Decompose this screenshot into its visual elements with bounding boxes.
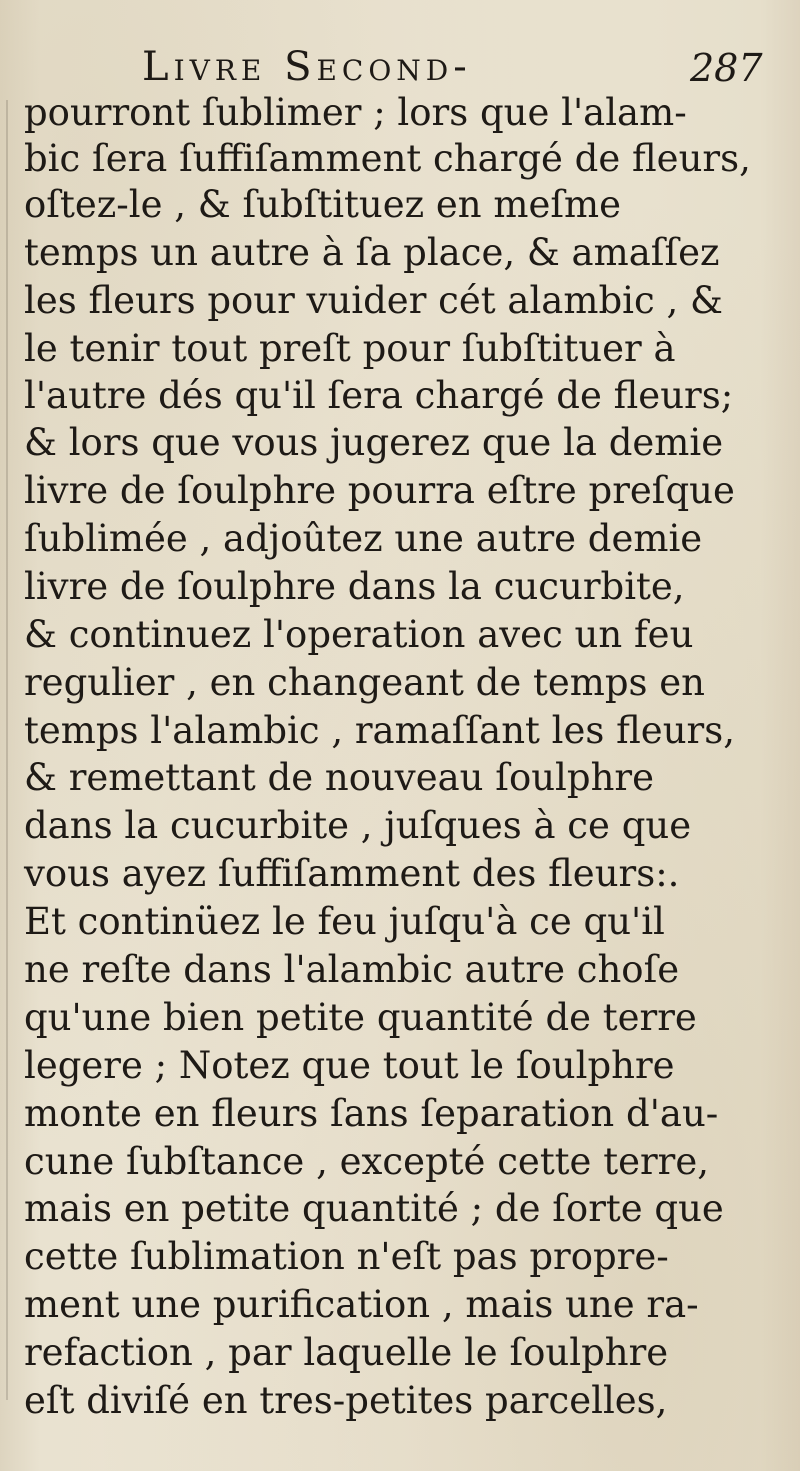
text-line: livre de ſoulphre pourra eſtre preſque	[24, 469, 735, 512]
text-line: pourront ſublimer ; lors que l'alam-	[24, 91, 687, 134]
text-line: ment une purification , mais une ra-	[24, 1283, 699, 1326]
gutter-shadow	[6, 100, 8, 1400]
text-line: bic ſera ſuffiſamment chargé de fleurs,	[24, 137, 751, 180]
text-line: dans la cucurbite , juſques à ce que	[24, 804, 692, 847]
text-line: oſtez-le , & ſubſtituez en meſme	[24, 183, 622, 226]
text-line: & lors que vous jugerez que la demie	[24, 421, 724, 464]
text-line: livre de ſoulphre dans la cucurbite,	[24, 565, 685, 608]
text-line: ſublimée , adjoûtez une autre demie	[24, 517, 703, 560]
text-line: le tenir tout preſt pour ſubſtituer à	[24, 327, 676, 370]
text-line: qu'une bien petite quantité de terre	[24, 996, 697, 1039]
text-line: cette ſublimation n'eſt pas propre-	[24, 1235, 669, 1278]
text-line: & continuez l'operation avec un feu	[24, 613, 694, 656]
page-number: 287	[690, 46, 763, 90]
text-line: Et continüez le feu juſqu'à ce qu'il	[24, 900, 665, 943]
text-line: cune ſubſtance , excepté cette terre,	[24, 1140, 710, 1183]
text-line: mais en petite quantité ; de ſorte que	[24, 1187, 724, 1230]
text-line: eſt diviſé en tres-petites parcelles,	[24, 1379, 668, 1422]
text-line: legere ; Notez que tout le ſoulphre	[24, 1044, 675, 1087]
text-line: & remettant de nouveau ſoulphre	[24, 756, 654, 799]
text-line: les fleurs pour vuider cét alambic , &	[24, 279, 723, 322]
text-line: vous ayez ſuffiſamment des fleurs:.	[24, 852, 680, 895]
running-head-title: Livre Second-	[142, 44, 472, 90]
text-line: temps un autre à ſa place, & amaſſez	[24, 231, 720, 274]
text-line: temps l'alambic , ramaſſant les fleurs,	[24, 709, 735, 752]
text-line: monte en fleurs ſans ſeparation d'au-	[24, 1092, 719, 1135]
text-line: l'autre dés qu'il ſera chargé de fleurs;	[24, 374, 734, 417]
text-line: refaction , par laquelle le ſoulphre	[24, 1331, 669, 1374]
text-line: ne reſte dans l'alambic autre choſe	[24, 948, 680, 991]
text-line: regulier , en changeant de temps en	[24, 661, 706, 704]
